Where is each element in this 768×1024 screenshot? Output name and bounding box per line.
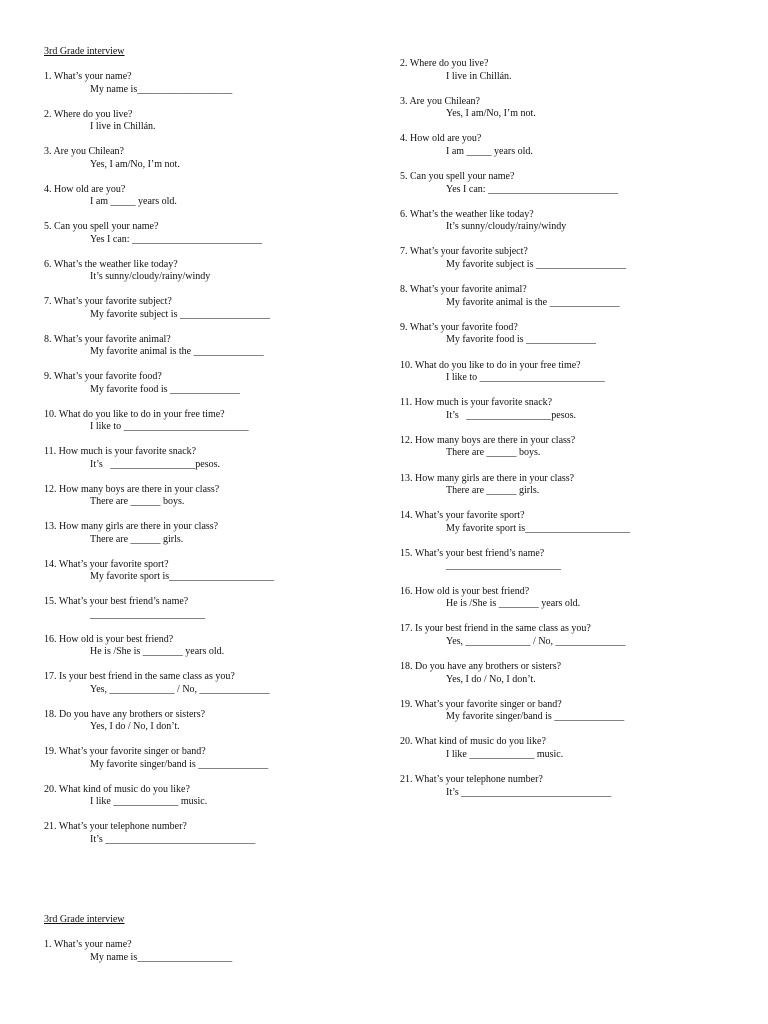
question-text: 9. What’s your favorite food? xyxy=(44,371,162,382)
question-text: 19. What’s your favorite singer or band? xyxy=(44,746,206,757)
question-text: 20. What kind of music do you like? xyxy=(44,783,190,795)
answer-text: He is /She is ________ years old. xyxy=(90,646,225,657)
question-item xyxy=(44,71,364,96)
question-text: 15. What’s your best friend’s name? xyxy=(400,547,545,559)
worksheet-title: 3rd Grade interview xyxy=(44,46,125,57)
question-text: 4. How old are you? xyxy=(400,133,482,145)
question-item xyxy=(44,521,364,546)
question-text: 9. What’s your favorite food? xyxy=(400,321,518,333)
question-text: 1. What’s your name? xyxy=(44,71,132,82)
answer-text: Yes I can: __________________________ xyxy=(446,183,619,195)
answer-text: My name is___________________ xyxy=(90,951,233,963)
answer-text: It’s ______________________________ xyxy=(446,786,612,798)
question-item xyxy=(400,699,720,724)
question-text: 11. How much is your favorite snack? xyxy=(400,397,553,409)
question-text: 21. What’s your telephone number? xyxy=(400,774,543,786)
question-text: 5. Can you spell your name? xyxy=(44,221,159,232)
question-text: 13. How many girls are there in your class? xyxy=(44,521,219,532)
question-item xyxy=(400,360,720,385)
worksheet-title: 3rd Grade interview xyxy=(44,914,125,925)
question-item xyxy=(44,784,364,809)
question-item xyxy=(44,409,364,434)
question-text: 18. Do you have any brothers or sisters? xyxy=(44,708,206,720)
answer-text: My name is___________________ xyxy=(90,83,233,95)
question-text: 5. Can you spell your name? xyxy=(400,171,515,183)
question-item xyxy=(44,146,364,171)
answer-text: I like _____________ music. xyxy=(90,796,208,807)
question-text: 21. What’s your telephone number? xyxy=(44,821,187,832)
question-item xyxy=(400,661,720,686)
question-item xyxy=(44,671,364,696)
question-text: 3. Are you Chilean? xyxy=(400,95,480,107)
question-item xyxy=(400,133,720,158)
question-item xyxy=(44,709,364,734)
answer-text: I am _____ years old. xyxy=(90,196,177,207)
question-item xyxy=(400,586,720,611)
question-text: 10. What do you like to do in your free time? xyxy=(44,408,225,420)
answer-text: There are ______ girls. xyxy=(90,533,184,545)
question-text: 11. How much is your favorite snack? xyxy=(44,446,197,457)
question-item xyxy=(44,334,364,359)
question-item xyxy=(44,939,364,964)
answer-text: My favorite singer/band is ______________ xyxy=(446,711,625,723)
question-item xyxy=(400,397,720,422)
answer-text: He is /She is ________ years old. xyxy=(446,598,581,610)
question-item xyxy=(400,623,720,648)
question-item xyxy=(44,559,364,584)
answer-text: _______________________ xyxy=(90,608,205,620)
question-item xyxy=(400,736,720,761)
question-text: 12. How many boys are there in your class? xyxy=(400,434,576,446)
question-text: 6. What’s the weather like today? xyxy=(44,258,178,270)
question-item xyxy=(44,184,364,209)
answer-text: My favorite subject is __________________ xyxy=(446,258,626,270)
answer-text: My favorite food is ______________ xyxy=(446,334,596,346)
answer-text: I like _____________ music. xyxy=(446,748,564,760)
worksheet-right-column xyxy=(400,58,720,812)
question-item xyxy=(400,510,720,535)
answer-text: Yes, I am/No, I’m not. xyxy=(90,158,180,170)
question-text: 20. What kind of music do you like? xyxy=(400,736,546,748)
answer-text: I like to _________________________ xyxy=(446,372,605,383)
question-item xyxy=(44,746,364,771)
question-text: 16. How old is your best friend? xyxy=(44,633,174,645)
question-text: 3. Are you Chilean? xyxy=(44,146,124,157)
answer-text: Yes, I do / No, I don’t. xyxy=(446,673,536,685)
answer-text: I live in Chillán. xyxy=(90,121,156,132)
answer-text: There are ______ boys. xyxy=(90,496,185,507)
question-item xyxy=(44,596,364,621)
question-item xyxy=(44,109,364,134)
answer-text: Yes I can: __________________________ xyxy=(90,233,263,245)
question-item xyxy=(400,209,720,234)
answer-text: Yes, _____________ / No, ______________ xyxy=(446,635,626,647)
worksheet-left-column xyxy=(44,46,364,859)
answer-text: There are ______ girls. xyxy=(446,485,540,497)
question-text: 6. What’s the weather like today? xyxy=(400,208,534,220)
question-text: 19. What’s your favorite singer or band? xyxy=(400,698,562,710)
answer-text: Yes, I am/No, I’m not. xyxy=(446,108,536,120)
question-item xyxy=(400,322,720,347)
question-item xyxy=(44,446,364,471)
question-item xyxy=(400,284,720,309)
question-text: 15. What’s your best friend’s name? xyxy=(44,596,189,607)
question-item xyxy=(44,221,364,246)
question-item xyxy=(400,473,720,498)
question-text: 10. What do you like to do in your free time? xyxy=(400,359,581,371)
answer-text: There are ______ boys. xyxy=(446,447,541,459)
question-text: 8. What’s your favorite animal? xyxy=(400,284,527,296)
question-text: 14. What’s your favorite sport? xyxy=(400,510,525,522)
question-item xyxy=(400,435,720,460)
answer-text: It’s sunny/cloudy/rainy/windy xyxy=(90,271,211,282)
question-item xyxy=(400,246,720,271)
question-item xyxy=(44,296,364,321)
question-text: 4. How old are you? xyxy=(44,183,126,195)
worksheet-second-start xyxy=(44,914,364,977)
question-item xyxy=(400,58,720,83)
question-text: 16. How old is your best friend? xyxy=(400,585,530,597)
question-text: 2. Where do you live? xyxy=(400,58,489,69)
answer-text: It’s sunny/cloudy/rainy/windy xyxy=(446,221,567,233)
question-item xyxy=(44,371,364,396)
question-item xyxy=(400,548,720,573)
question-text: 13. How many girls are there in your class? xyxy=(400,472,575,484)
question-item xyxy=(400,96,720,121)
answer-text: My favorite sport is_____________________ xyxy=(90,571,275,582)
question-item xyxy=(400,171,720,196)
answer-text: My favorite singer/band is ______________ xyxy=(90,758,269,770)
answer-text: I live in Chillán. xyxy=(446,70,512,82)
question-text: 18. Do you have any brothers or sisters? xyxy=(400,661,562,672)
answer-text: My favorite animal is the ______________ xyxy=(446,296,620,308)
question-item xyxy=(44,821,364,846)
question-text: 7. What’s your favorite subject? xyxy=(44,296,172,307)
question-text: 17. Is your best friend in the same class as you? xyxy=(400,623,591,635)
question-text: 12. How many boys are there in your class? xyxy=(44,483,220,495)
question-text: 7. What’s your favorite subject? xyxy=(400,246,528,258)
question-text: 1. What’s your name? xyxy=(44,939,132,950)
question-text: 17. Is your best friend in the same class as you? xyxy=(44,671,235,682)
answer-text: _______________________ xyxy=(446,560,561,572)
question-item xyxy=(44,634,364,659)
question-text: 8. What’s your favorite animal? xyxy=(44,333,171,345)
question-item xyxy=(400,774,720,799)
answer-text: My favorite subject is __________________ xyxy=(90,308,270,320)
answer-text: My favorite food is ______________ xyxy=(90,383,240,395)
answer-text: My favorite animal is the ______________ xyxy=(90,346,264,357)
answer-text: Yes, _____________ / No, ______________ xyxy=(90,683,270,695)
answer-text: It’s ______________________________ xyxy=(90,833,256,845)
answer-text: My favorite sport is_____________________ xyxy=(446,522,631,534)
answer-text: It’s _________________pesos. xyxy=(446,409,576,421)
question-item xyxy=(44,484,364,509)
answer-text: I like to _________________________ xyxy=(90,421,249,432)
answer-text: Yes, I do / No, I don’t. xyxy=(90,721,180,732)
question-text: 2. Where do you live? xyxy=(44,108,133,120)
question-item xyxy=(44,259,364,284)
answer-text: I am _____ years old. xyxy=(446,145,533,157)
question-text: 14. What’s your favorite sport? xyxy=(44,558,169,570)
answer-text: It’s _________________pesos. xyxy=(90,458,220,470)
